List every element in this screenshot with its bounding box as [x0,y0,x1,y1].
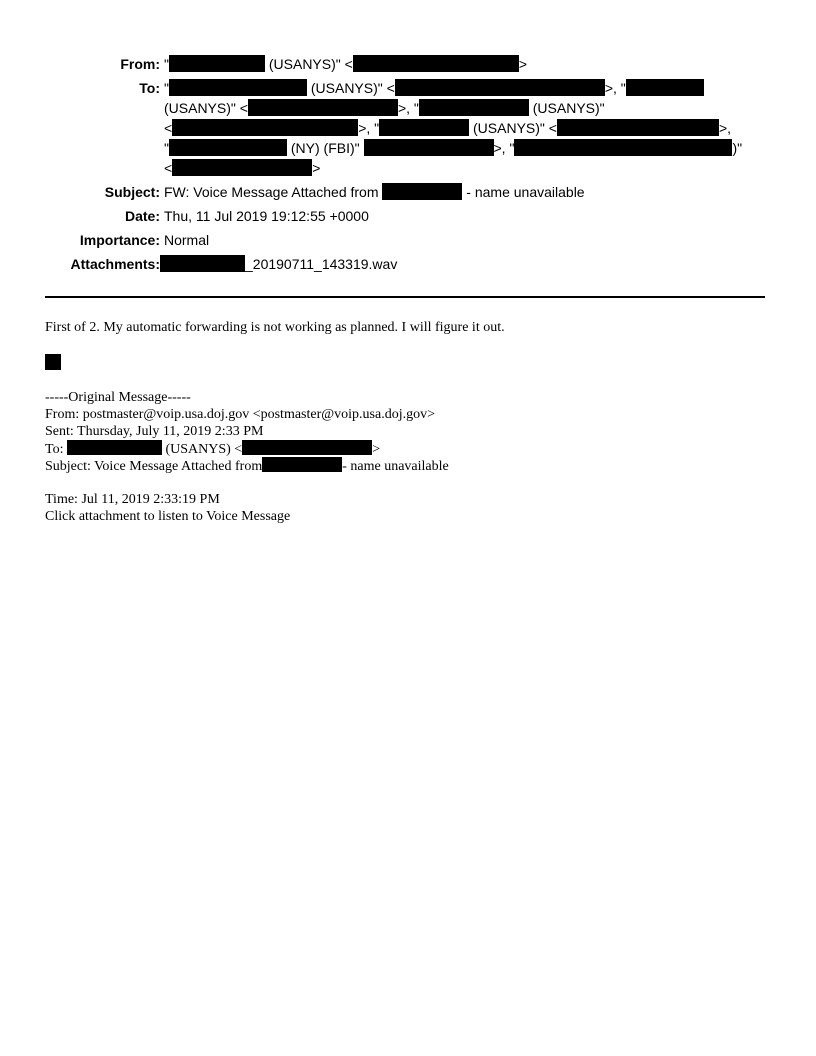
redaction-block [364,139,494,156]
original-subject-line [45,457,449,475]
subject-text: Subject: Voice Message Attached from [45,459,263,474]
redaction-block [262,457,342,472]
to-text: (NY) (FBI)" [286,140,364,156]
header-divider [45,296,765,298]
redaction-block [419,99,529,116]
from-text: (USANYS)" < [264,56,353,72]
to-text: >, " [358,120,380,136]
subject-label: Subject: [104,184,160,200]
redaction-block [395,79,605,96]
redaction-block [248,99,398,116]
redaction-block [169,55,265,72]
to-text: (USANYS) < [161,442,243,457]
to-label: To: [139,80,160,96]
attachment-filename: _20190711_143319.wav [245,256,398,272]
subject-text: - name unavailable [462,184,585,200]
to-text: >, " [493,140,515,156]
redaction-block [242,440,372,455]
date-label: Date: [124,208,160,224]
to-text: >, " [397,100,419,116]
original-message-header: -----Original Message----- [45,390,191,405]
to-text: To: [45,442,67,457]
to-text: (USANYS)" [528,100,605,116]
importance-value: Normal [164,232,210,248]
redaction-block [514,139,732,156]
redaction-block [557,119,719,136]
to-value-line-4: " (NY) (FBI)" >, " )" [164,140,743,156]
redaction-block [626,79,704,96]
to-value-line-3: < >, " (USANYS)" < >, [164,120,732,136]
date-value: Thu, 11 Jul 2019 19:12:55 +0000 [164,208,369,224]
original-to-line [45,440,380,458]
redaction-block [172,159,312,176]
to-text: > [372,442,381,457]
subject-text: - name unavailable [342,459,449,474]
attachment-value [160,254,397,274]
to-value-line-1: " (USANYS)" < >, " [164,78,704,98]
redaction-block [353,55,519,72]
redaction-block [172,119,358,136]
to-text: (USANYS)" < [469,120,557,136]
to-text: (USANYS)" < [164,100,248,116]
to-text: >, " [604,80,626,96]
attachments-label: Attachments: [70,256,160,272]
voice-click-line: Click attachment to listen to Voice Message [45,509,291,524]
from-value: " (USANYS)" < > [164,56,527,72]
subject-value [164,182,585,202]
redaction-square [45,354,61,370]
message-note: First of 2. My automatic forwarding is not working as planned. I will figure it out. [45,320,505,335]
subject-text: FW: Voice Message Attached from [164,184,383,200]
redaction-block [169,139,287,156]
to-text: )" [732,140,743,156]
redaction-block [169,79,307,96]
redaction-block [67,440,162,455]
to-value-line-5: < > [164,160,321,176]
original-sent-line: Sent: Thursday, July 11, 2019 2:33 PM [45,424,264,439]
original-from-line: From: postmaster@voip.usa.doj.gov <postmaster@voip.usa.doj.gov> [45,407,435,422]
to-value-line-2 [164,98,605,118]
to-text: >, [718,120,732,136]
to-text: (USANYS)" < [306,80,395,96]
redaction-block [382,183,462,200]
redaction-block [379,119,469,136]
importance-label: Importance: [79,232,160,248]
redaction-block [160,255,245,272]
from-label: From: [120,56,160,72]
voice-time-line: Time: Jul 11, 2019 2:33:19 PM [45,492,220,507]
